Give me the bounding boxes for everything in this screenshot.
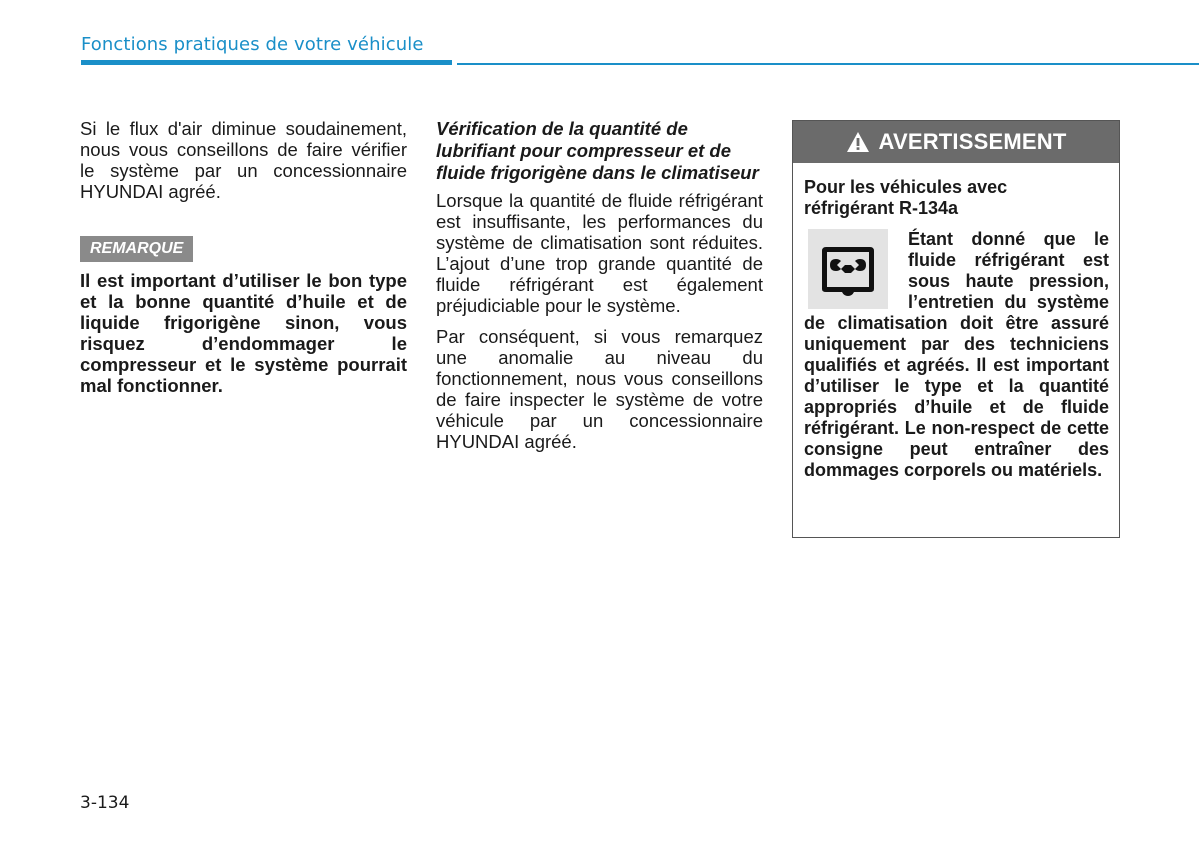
warning-content [793, 163, 1119, 481]
warning-subtitle: Pour les véhicules avec réfrigérant R-134a [804, 177, 1008, 218]
paragraph-insufficient-fluid: Lorsque la quantité de fluide réfrigérant est insuffisante, les performances du système de climatisation sont réduites. L’ajout d’une trop grande quantité de fluide réfrigérant est également préjudiciable pour le système. [436, 190, 763, 316]
header-rule-line [457, 63, 1199, 65]
section-title: Fonctions pratiques de votre véhicule [81, 34, 424, 55]
warning-box [792, 120, 1120, 538]
warning-header [793, 121, 1119, 163]
middle-column [436, 118, 763, 462]
warning-triangle-icon [846, 131, 870, 153]
warning-title: AVERTISSEMENT [878, 129, 1067, 154]
paragraph-inspection-advice: Par conséquent, si vous remarquez une anomalie au niveau du fonctionnement, nous vous conseillons de faire inspecter le système de votre véhicule par un concessionnaire HYUNDAI agréé. [436, 326, 763, 452]
left-column [80, 118, 407, 396]
page-number: 3-134 [80, 793, 130, 813]
note-label: REMARQUE [80, 236, 193, 262]
section-heading: Vérification de la quantité de lubrifiant pour compresseur et de fluide frigorigène dans le climatiseur [436, 118, 759, 183]
header-rule-accent [81, 60, 452, 65]
service-manual-wrench-icon [808, 229, 888, 309]
warning-text: Étant donné que le fluide réfrigérant est sous haute pression, l’entretien du système de climatisation doit être assuré uniquement par des techniciens qualifiés et agréés. Il est important d’utiliser le type et la quantité appropriés d’huile et de fluide réfrigérant. Le non-respect de cette consigne peut entraîner des dommages corporels ou matériels. [804, 229, 1109, 480]
note-text: Il est important d’utiliser le bon type et la bonne quantité d’huile et de liquide frigorigène sinon, vous risquez d’endommager le compresseur et le système pourrait mal fonctionner. [80, 270, 407, 396]
intro-paragraph: Si le flux d'air diminue soudainement, nous vous conseillons de faire vérifier le système par un concessionnaire HYUNDAI agréé. [80, 118, 407, 202]
